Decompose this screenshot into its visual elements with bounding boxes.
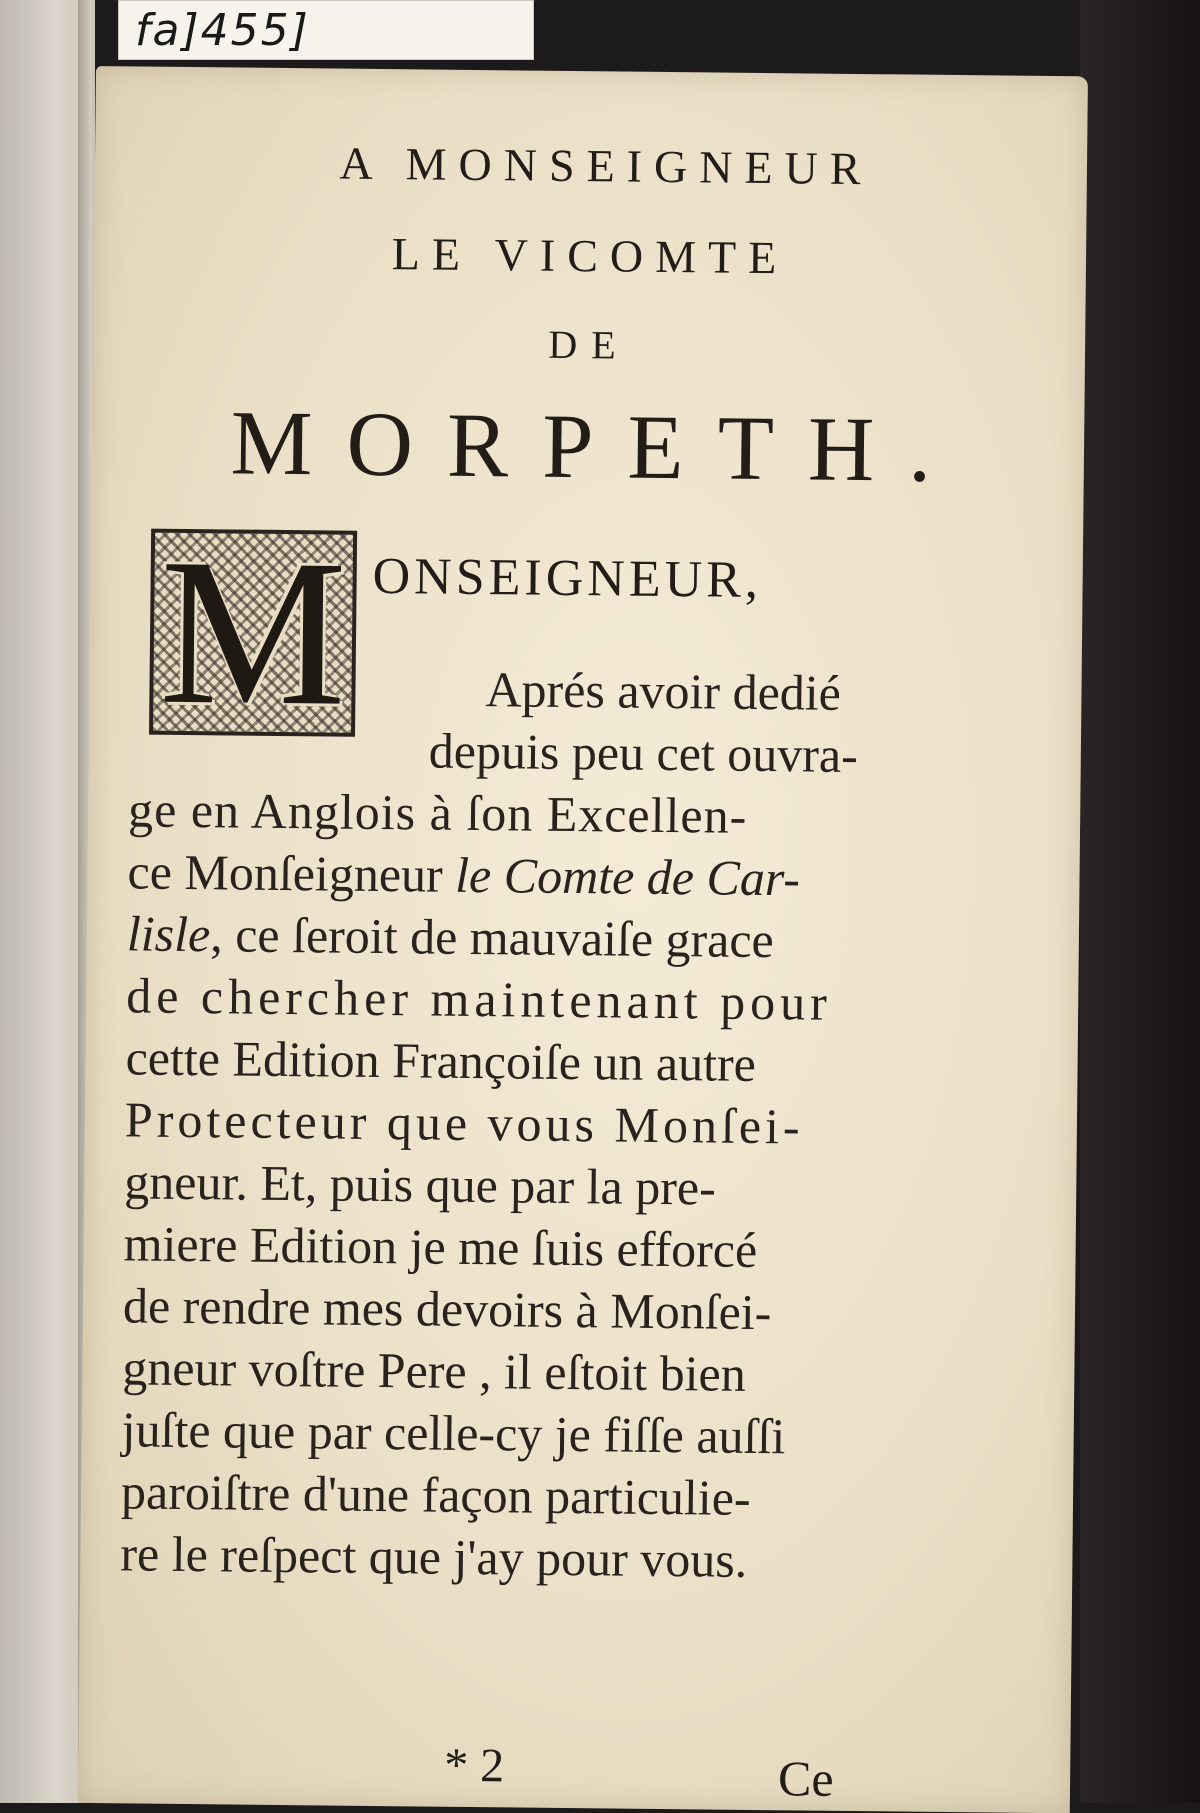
body-line: gneur. Et, puis que par la pre- <box>124 1153 717 1216</box>
book-page <box>78 66 1088 1813</box>
italic-title-span: le Comte de Car- <box>454 846 801 907</box>
body-line: de chercher maintenant pour <box>125 967 833 1031</box>
body-line <box>127 904 774 969</box>
shelfmark-label: fa]455] <box>118 0 534 60</box>
title-line-4: MORPETH. <box>230 391 966 502</box>
body-line: gneur voſtre Pere , il eſtoit bien <box>122 1339 747 1402</box>
catchword: Ce <box>777 1750 834 1807</box>
body-line: depuis peu cet ouvra- <box>428 722 859 784</box>
body-line: Aprés avoir dedié <box>485 661 842 721</box>
signature-mark: * 2 <box>443 1738 505 1793</box>
body-text-span: ce Monſeigneur <box>127 843 444 903</box>
italic-title-span: lisle <box>126 905 211 963</box>
body-line: paroiſtre d'une façon particulie- <box>120 1463 751 1526</box>
body-line: Protecteur que vous Monſei- <box>124 1091 804 1155</box>
title-line-1: A MONSEIGNEUR <box>339 137 873 195</box>
body-line: re le reſpect que j'ay pour vous. <box>120 1525 748 1588</box>
title-line-2: LE VICOMTE <box>391 228 789 284</box>
body-line: cette Edition Françoiſe un autre <box>125 1029 757 1092</box>
initial-letter: M <box>158 515 348 750</box>
body-line: de rendre mes devoirs à Monſei- <box>122 1277 772 1341</box>
title-line-3: DE <box>548 321 630 368</box>
book-cover-edge <box>1080 0 1200 1803</box>
body-text-span: , ce ſeroit de mauvaiſe grace <box>209 906 775 969</box>
salutation: ONSEIGNEUR, <box>372 547 763 609</box>
ornamental-initial <box>149 515 357 750</box>
body-line: miere Edition je me ſuis efforcé <box>123 1215 758 1278</box>
body-line <box>127 842 800 907</box>
body-line: juſte que par celle-cy je fiſſe auſſi <box>121 1401 786 1465</box>
body-line: ge en Anglois à ſon Excellen- <box>127 781 748 844</box>
